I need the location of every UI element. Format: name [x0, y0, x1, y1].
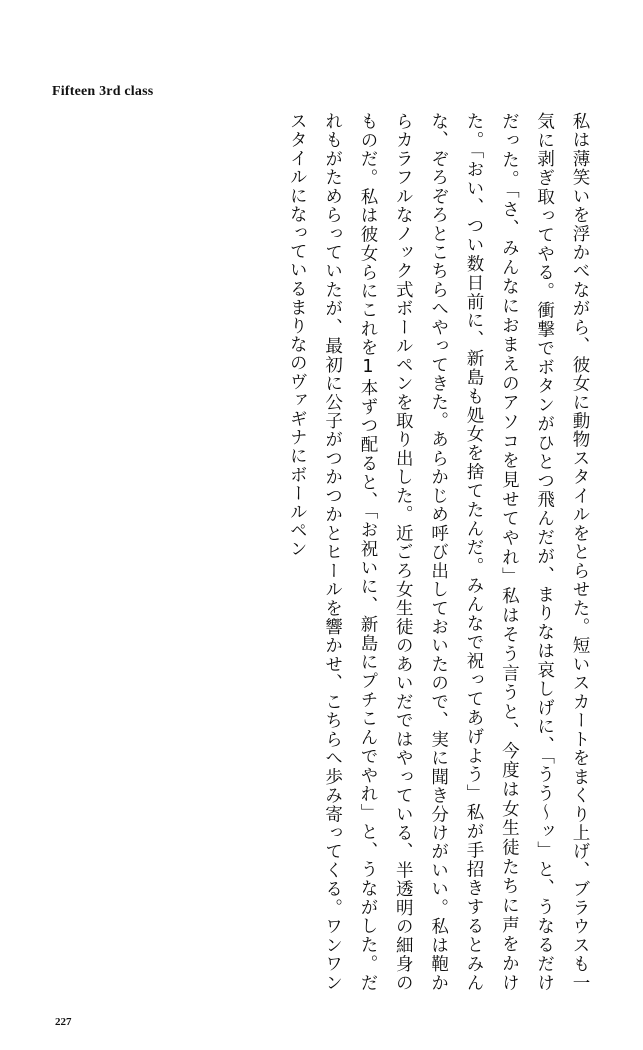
vertical-body-text [77, 112, 597, 992]
page-number: 227 [55, 1016, 72, 1028]
body-paragraph: 私は薄笑いを浮かべながら、彼女に動物スタイルをとらせた。短いスカートをまくり上げ、ブラウスも一気に剥ぎ取ってやる。衝撃でボタンがひとつ飛んだが、まりなは哀しげに、「うう〜ッ」と、うなるだけだった。「さ、みんなにおまえのアソコを見せてやれ」私はそう言うと、今度は女生徒たちに声をかけた。「おい、つい数日前に、新島も処女を捨てたんだ。みんなで祝ってあげよう」私が手招きするとみんな、ぞろぞろとこちらへやってきた。あらかじめ呼び出しておいたので、実に聞き分けがいい。私は鞄からカラフルなノック式ボールペンを取り出した。近ごろ女生徒のあいだではやっている、半透明の細身のものだ。私は彼女らにこれを1本ずつ配ると、「お祝いに、新島にプチこんでやれ」と、うながした。だれもがためらっていたが、最初に公子がつかつかとヒールを響かせ、こちらへ歩み寄ってくる。ワンワンスタイルになっているまりなのヴァギナにボールペン [287, 112, 590, 992]
running-header: Fifteen 3rd class [52, 84, 154, 99]
